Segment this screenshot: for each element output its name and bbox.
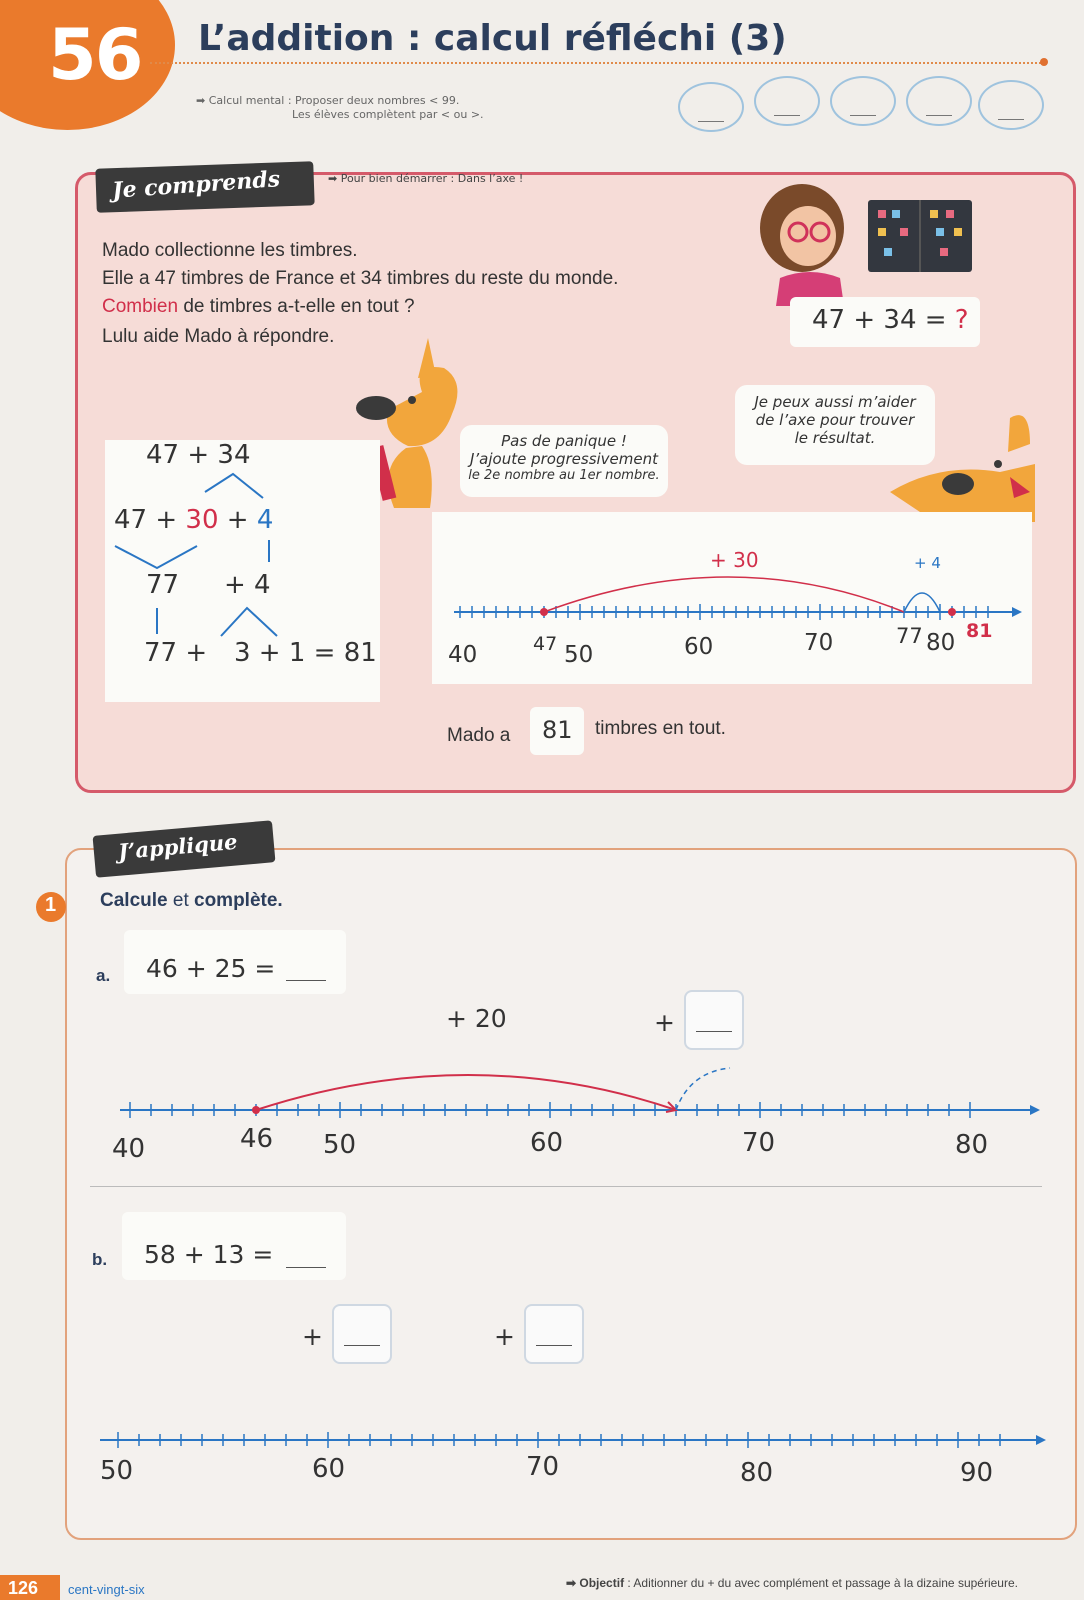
decomp-row3-a: 77 xyxy=(146,570,180,600)
axis-a-label-60: 60 xyxy=(530,1128,564,1158)
objective xyxy=(566,1576,1018,1590)
instruction-calcule: Calcule xyxy=(100,890,168,911)
answer-value: 81 xyxy=(542,716,573,744)
bubble-left-line3: le 2e nombre au 1er nombre. xyxy=(468,468,660,483)
bubble-right-line1: Je peux aussi m’aider xyxy=(754,393,916,411)
decomp-row2-b: 30 xyxy=(185,505,219,535)
decomp-row1: 47 + 34 xyxy=(146,440,251,470)
equation-question-mark: ? xyxy=(954,305,969,335)
question-keyword: Combien xyxy=(102,296,179,317)
story-line-1: Mado collectionne les timbres. xyxy=(102,240,358,261)
axis-label-60: 60 xyxy=(684,634,714,660)
exercise-divider xyxy=(90,1186,1042,1187)
objective-text: : Aditionner du + du avec complément et passage à la dizaine supérieure. xyxy=(624,1576,1018,1590)
exercise-b-jump1-plus: + xyxy=(302,1322,323,1351)
mental-answer-circle[interactable] xyxy=(830,76,896,126)
mental-calc-line1: ➡ Calcul mental : Proposer deux nombres < 99. xyxy=(196,94,460,107)
axis-label-80: 80 xyxy=(926,630,956,656)
number-line-main xyxy=(432,512,1032,697)
mental-answer-circle[interactable] xyxy=(678,82,744,132)
exercise-b-letter: b. xyxy=(92,1250,108,1269)
question-rest: de timbres a-t-elle en tout ? xyxy=(178,296,415,317)
exercise-b-jump2-plus: + xyxy=(494,1322,515,1351)
equation xyxy=(812,305,969,335)
decomp-row2-d: 4 xyxy=(256,505,274,535)
axis-label-40: 40 xyxy=(448,642,478,668)
exercise-number: 1 xyxy=(45,894,57,916)
mental-calc-line2: Les élèves complètent par < ou >. xyxy=(292,108,484,121)
je-comprends-label: Je comprends xyxy=(111,166,281,204)
objective-label: ➡ Objectif xyxy=(566,1576,625,1590)
axis-b-label-60: 60 xyxy=(312,1454,346,1484)
jump-label-4: + 4 xyxy=(914,554,941,572)
exercise-a-equation: 46 + 25 = xyxy=(146,954,276,983)
bubble-right-line3: le résultat. xyxy=(794,429,876,447)
decomp-row4-a: 77 + xyxy=(144,638,208,668)
j-applique-label: J’applique xyxy=(117,828,239,865)
axis-b-label-80: 80 xyxy=(740,1458,774,1488)
axis-label-77: 77 xyxy=(896,624,923,648)
exercise-instruction xyxy=(100,890,283,912)
title-dot xyxy=(1040,58,1048,66)
exercise-a-letter: a. xyxy=(96,966,111,985)
axis-a-label-80: 80 xyxy=(955,1130,989,1160)
decomp-row2-a: 47 + xyxy=(114,505,186,535)
bubble-right-line2: de l’axe pour trouver xyxy=(755,411,915,429)
axis-label-50: 50 xyxy=(564,642,594,668)
axis-b-label-50: 50 xyxy=(100,1456,134,1486)
title-divider xyxy=(150,62,1045,64)
axis-b-label-90: 90 xyxy=(960,1458,994,1488)
mental-answer-circle[interactable] xyxy=(754,76,820,126)
axis-label-70: 70 xyxy=(804,630,834,656)
speech-bubble-left xyxy=(460,425,668,497)
bubble-left-line1: Pas de panique ! xyxy=(501,432,627,450)
decomp-row3-b: + 4 xyxy=(224,570,271,600)
exercise-a-jump2-input[interactable] xyxy=(684,990,744,1050)
decomposition-lines xyxy=(105,440,380,702)
bubble-left-line2: J’ajoute progressivement xyxy=(469,450,659,468)
exercise-b-jump2-input[interactable] xyxy=(524,1304,584,1364)
axis-a-label-50: 50 xyxy=(323,1130,357,1160)
answer-post: timbres en tout. xyxy=(595,718,726,739)
mental-answer-circle[interactable] xyxy=(906,76,972,126)
story-question xyxy=(102,296,415,318)
instruction-complete: complète. xyxy=(194,890,283,911)
decomp-row4-b: 3 + 1 = 81 xyxy=(234,638,377,668)
helper-line: Lulu aide Mado à répondre. xyxy=(102,326,335,347)
axis-a-label-40: 40 xyxy=(112,1134,146,1164)
start-hint: ➡ Pour bien démarrer : Dans l’axe ! xyxy=(328,172,524,185)
number-line-a xyxy=(100,1050,1050,1130)
exercise-b-jump1-input[interactable] xyxy=(332,1304,392,1364)
jump-label-30: + 30 xyxy=(710,548,759,572)
page-number-words: cent-vingt-six xyxy=(68,1582,145,1597)
decomp-row2-c: + xyxy=(218,505,257,535)
answer-pre: Mado a xyxy=(447,725,511,746)
mado-illustration xyxy=(740,178,990,306)
exercise-b-equation: 58 + 13 = xyxy=(144,1240,274,1269)
exercise-a-jump2-plus: + xyxy=(654,1008,675,1037)
equation-text: 47 + 34 = xyxy=(812,305,955,335)
instruction-et: et xyxy=(167,890,194,911)
number-line-b xyxy=(96,1410,1056,1460)
axis-label-47: 47 xyxy=(533,633,558,655)
axis-b-label-70: 70 xyxy=(526,1452,560,1482)
page-title: L’addition : calcul réfléchi (3) xyxy=(198,18,787,59)
exercise-a-answer-blank[interactable] xyxy=(286,980,326,981)
story-line-2: Elle a 47 timbres de France et 34 timbres du reste du monde. xyxy=(102,268,619,289)
exercise-b-answer-blank[interactable] xyxy=(286,1267,326,1268)
mental-answer-circle[interactable] xyxy=(978,80,1044,130)
lesson-number: 56 xyxy=(48,14,142,96)
axis-label-81: 81 xyxy=(966,620,993,642)
axis-a-label-70: 70 xyxy=(742,1128,776,1158)
exercise-a-jump1: + 20 xyxy=(446,1004,507,1033)
axis-a-label-46: 46 xyxy=(240,1124,274,1154)
page-number: 126 xyxy=(8,1578,39,1598)
